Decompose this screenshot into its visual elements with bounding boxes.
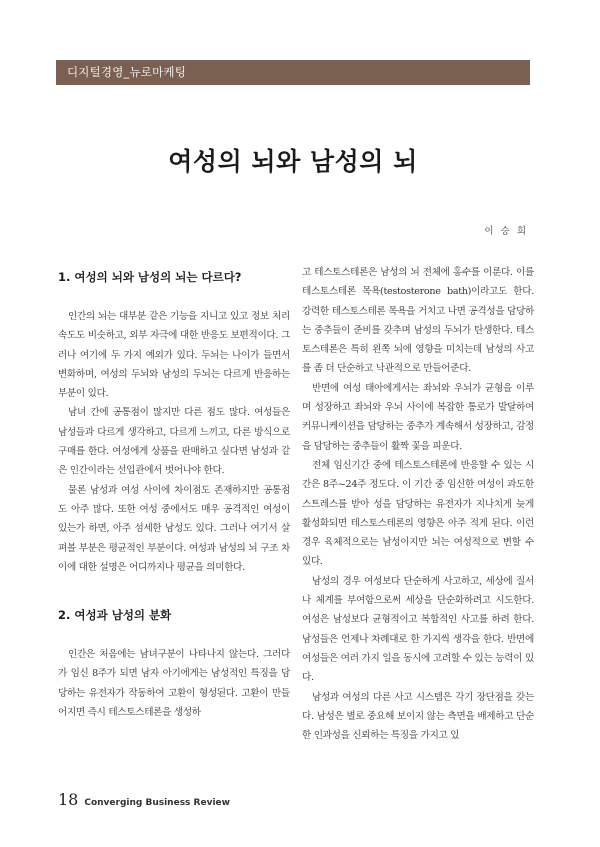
article-title: 여성의 뇌와 남성의 뇌 [168,147,418,176]
category-label: 디지털경영_뉴로마케팅 [67,65,187,79]
left-column [58,263,290,722]
section-heading-2: 2. 여성과 남성의 분화 [58,608,172,623]
continued-paragraph: 고 테스토스테론은 남성의 뇌 전체에 홍수를 이룬다. 이를 테스토스테론 목욕(testosterone bath)이라고도 한다. 강력한 테스토스테론 목욕을 거치고 나면 공격성을 담당하는 중추들이 준비를 갖추며 남성의 두뇌가 탄생한다. 테스토스테론은 특히 왼쪽 뇌에 영향을 미치는데 남성의 사고를 좀 더 단순하고 낙관적으로 만들어준다. [302,267,534,375]
journal-name: Converging Business Review [84,798,230,808]
body-paragraph: 인간의 뇌는 대부분 같은 기능을 지니고 있고 정보 처리 속도도 비슷하고, 외부 자극에 대한 반응도 보편적이다. 그러나 여기에 두 가지 예외가 있다. 두뇌는 나이가 들면서 변화하며, 여성의 두뇌와 남성의 두뇌는 다르게 반응하는 부분이 있다. [58,311,290,400]
body-paragraph: 남성과 여성의 다른 사고 시스템은 각기 장단점을 갖는다. 남성은 별로 중요해 보이지 않는 측면을 배제하고 단순한 인과성을 신뢰하는 특징을 가지고 있 [302,691,534,742]
body-paragraph: 인간은 처음에는 남녀구분이 나타나지 않는다. 그러다가 임신 8주가 되면 남자 아기에게는 남성적인 특징을 담당하는 유전자가 작동하여 고환이 형성된다. 고환이 만들어지면 즉시 테스토스테론을 생성하 [58,649,290,719]
page-footer [58,790,230,809]
body-paragraph: 물론 남성과 여성 사이에 차이점도 존재하지만 공통점도 아주 많다. 또한 여성 중에서도 매우 공격적인 여성이 있는가 하면, 아주 섬세한 남성도 있다. 그러나 여기서 살펴볼 부분은 평균적인 부분이다. 여성과 남성의 뇌 구조 차이에 대한 설명은 어디까지나 평균을 의미한다. [58,484,290,573]
category-banner [56,60,530,85]
body-paragraph: 남녀 간에 공통점이 많지만 다른 점도 많다. 여성들은 남성들과 다르게 생각하고, 다르게 느끼고, 다른 방식으로 구매를 한다. 여성에게 상품을 판매하고 싶다면 남성과 같은 인간이라는 선입관에서 벗어나야 한다. [58,407,290,477]
body-paragraph: 전체 임신기간 중에 테스토스테론에 반응할 수 있는 시간은 8주~24주 정도다. 이 기간 중 임신한 여성이 과도한 스트레스를 받아 성을 담당하는 유전자가 지나치게 늦게 활성화되면 테스토스테론의 영향은 아주 적게 된다. 이런 경우 육체적으로는 남성이지만 뇌는 여성적으로 변할 수 있다. [302,459,534,568]
section-heading-1: 1. 여성의 뇌와 남성의 뇌는 다르다? [58,270,242,284]
author-name: 이 승 희 [484,226,528,237]
body-paragraph: 남성의 경우 여성보다 단순하게 사고하고, 세상에 질서나 체계를 부여함으로써 세상을 단순화하려고 시도한다. 여성은 남성보다 균형적이고 복합적인 사고를 하려 한다. 남성들은 언제나 차례대로 한 가지씩 생각을 한다. 반면에 여성들은 여러 가지 일을 동시에 고려할 수 있는 능력이 있다. [302,575,534,684]
body-paragraph: 반면에 여성 태아에게서는 좌뇌와 우뇌가 균형을 이루며 성장하고 좌뇌와 우뇌 사이에 복잡한 통로가 발달하여 커뮤니케이션을 담당하는 중추가 계속해서 성장하고, 감정을 담당하는 중추들이 활짝 꽃을 피운다. [302,382,534,452]
right-column [302,263,534,745]
page-number: 18 [58,790,79,809]
